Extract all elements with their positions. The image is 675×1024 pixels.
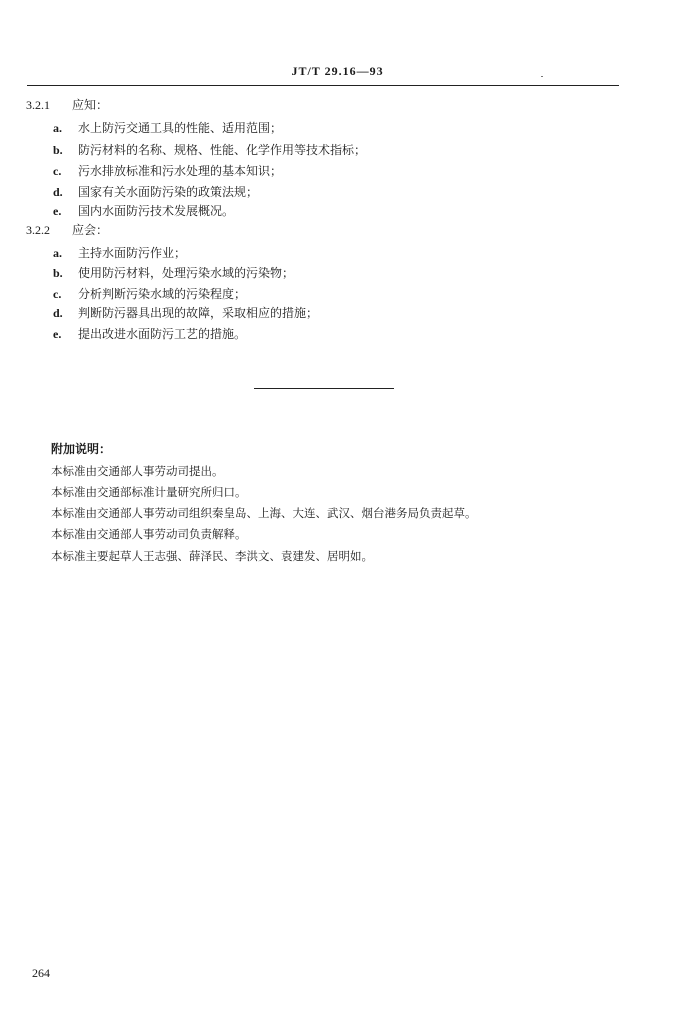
list-item — [53, 327, 246, 341]
notes-title: 附加说明： — [51, 442, 112, 456]
item-letter: b. — [53, 266, 63, 280]
note-line: 本标准由交通部人事劳动司负责解释。 — [51, 527, 247, 541]
item-text: 防污材料的名称、规格、性能、化学作用等技术指标； — [78, 143, 367, 157]
item-letter: a. — [53, 246, 62, 260]
item-text: 判断防污器具出现的故障，采取相应的措施； — [78, 306, 319, 320]
list-item — [53, 143, 366, 157]
section-heading — [26, 98, 108, 112]
list-item — [53, 246, 186, 260]
section-number: 3.2.1 — [26, 98, 50, 112]
list-item — [53, 287, 246, 301]
item-letter: c. — [53, 164, 62, 178]
item-text: 分析判断污染水域的污染程度； — [78, 287, 247, 301]
section-title: 应知： — [72, 98, 109, 112]
section-divider — [254, 388, 394, 389]
item-text: 主持水面防污作业； — [78, 246, 187, 260]
item-text: 污水排放标准和污水处理的基本知识； — [78, 164, 283, 178]
item-letter: a. — [53, 121, 62, 135]
standard-code-header: JT/T 29.16—93 — [291, 64, 384, 78]
list-item — [53, 204, 234, 218]
item-letter: c. — [53, 287, 62, 301]
item-letter: b. — [53, 143, 63, 157]
item-letter: e. — [53, 204, 62, 218]
note-line: 本标准由交通部人事劳动司提出。 — [51, 464, 224, 478]
item-text: 国内水面防污技术发展概况。 — [78, 204, 235, 218]
section-title: 应会： — [72, 223, 109, 237]
item-letter: d. — [53, 185, 63, 199]
note-line: 本标准由交通部标准计量研究所归口。 — [51, 485, 247, 499]
item-letter: d. — [53, 306, 63, 320]
header-rule — [27, 85, 619, 86]
note-line: 本标准主要起草人王志强、薛泽民、李洪文、袁建发、居明如。 — [51, 549, 373, 563]
note-line: 本标准由交通部人事劳动司组织秦皇岛、上海、大连、武汉、烟台港务局负责起草。 — [51, 506, 477, 520]
section-heading — [26, 223, 108, 237]
list-item — [53, 121, 282, 135]
scan-speck — [541, 76, 543, 77]
item-letter: e. — [53, 327, 62, 341]
item-text: 国家有关水面防污染的政策法规； — [78, 185, 259, 199]
list-item — [53, 266, 294, 280]
section-number: 3.2.2 — [26, 223, 50, 237]
list-item — [53, 306, 318, 320]
list-item — [53, 164, 282, 178]
list-item — [53, 185, 258, 199]
item-text: 水上防污交通工具的性能、适用范围； — [78, 121, 283, 135]
item-text: 使用防污材料，处理污染水域的污染物； — [78, 266, 295, 280]
page-number: 264 — [32, 966, 50, 980]
item-text: 提出改进水面防污工艺的措施。 — [78, 327, 247, 341]
